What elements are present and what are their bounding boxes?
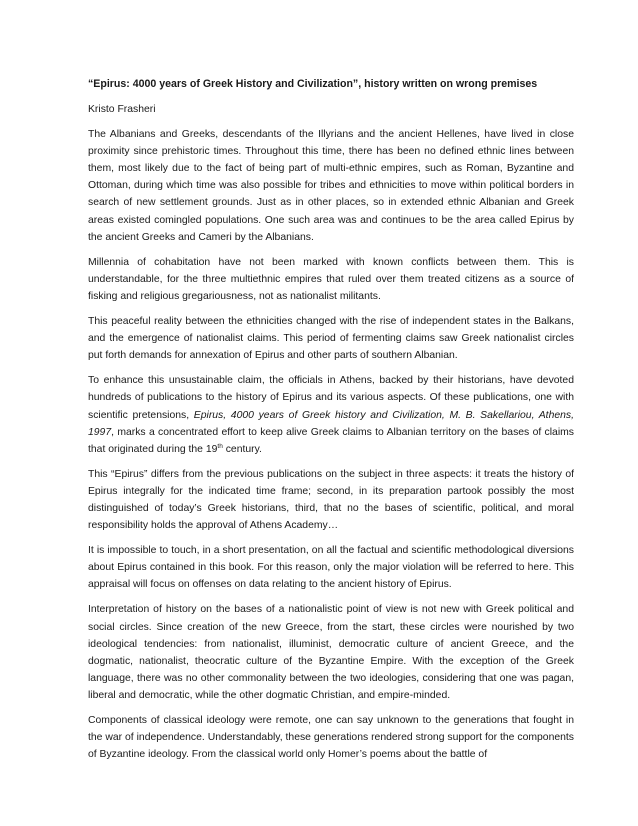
book-citation: Epirus, 4000 years of Greek history and Civilization, M. B. Sakellariou, Athens, 1997 xyxy=(88,409,574,438)
ordinal-suffix: th xyxy=(217,442,223,450)
paragraph-3: This peaceful reality between the ethnicities changed with the rise of independent states in the Balkans, and the emergence of nationalist claims. This period of fermenting claims saw Greek nationalist circles put forth demands for annexation of Epirus and other parts of southern Albanian. xyxy=(88,316,574,362)
paragraph-8: Components of classical ideology were remote, one can say unknown to the generations that fought in the war of independence. Understandably, these generations rendered strong support for the components of Byzantine ideology. From the classical world only Homer’s poems about the battle of xyxy=(88,715,574,761)
paragraph-4-text-a: To enhance this unsustainable claim, the officials in Athens, backed by their historians, have devoted hundreds of publications to the history of Epirus and its various aspects. Of these publications, one with scientific pretensions, xyxy=(88,375,574,421)
paragraph-6: It is impossible to touch, in a short presentation, on all the factual and scientific methodological diversions about Epirus contained in this book. For this reason, only the major violation will be referred to here. This appraisal will focus on offenses on data relating to the ancient history of Epirus. xyxy=(88,545,574,591)
paragraph-5: This “Epirus” differs from the previous publications on the subject in three aspects: it treats the history of Epirus integrally for the indicated time frame; second, in its preparation partook possibly the most distinguished of today’s Greek historians, third, that no the bases of scientific, political, and moral responsibility holds the approval of Athens Academy… xyxy=(88,468,574,532)
paragraph-4-text-b: , marks a concentrated effort to keep alive Greek claims to Albanian territory on the bases of claims that originated during the 19 xyxy=(88,426,574,455)
paragraph-4 xyxy=(88,372,574,457)
paragraph-2: Millennia of cohabitation have not been marked with known conflicts between them. This is understandable, for the three multiethnic empires that ruled over them treated citizens as a source of fisking and religious gregariousness, not as nationalist militants. xyxy=(88,256,574,302)
author-name: Kristo Frasheri xyxy=(88,104,156,115)
document-title: “Epirus: 4000 years of Greek History and Civilization”, history written on wrong premises xyxy=(88,78,538,90)
paragraph-1: The Albanians and Greeks, descendants of the Illyrians and the ancient Hellenes, have lived in close proximity since prehistoric times. Throughout this time, there has been no defined ethnic lines between them, most likely due to the fact of being part of multi-ethnic empires, such as Roman, Byzantine and Ottoman, during which time was also possible for tribes and ethnicities to move within political borders in search of new settlement grounds. Just as in other places, so in extended ethnic Albanian and Greek areas existed comingled populations. One such area was and continues to be the area called Epirus by the ancient Greeks and Cameri by the Albanians. xyxy=(88,129,574,243)
paragraph-4-text-c: century. xyxy=(222,443,262,455)
paragraph-7: Interpretation of history on the bases of a nationalistic point of view is not new with Greek political and social circles. Since creation of the new Greece, from the start, these circles were nourished by two ideological tendencies: from nationalist, illuminist, democratic culture of ancient Greece, and the dogmatic, nationalist, theocratic culture of the Byzantine Empire. With the exception of the Greek language, there was no other commonality between the two ideologies, considering that one was pagan, liberal and democratic, while the other dogmatic Christian, and empire-minded. xyxy=(88,604,574,701)
